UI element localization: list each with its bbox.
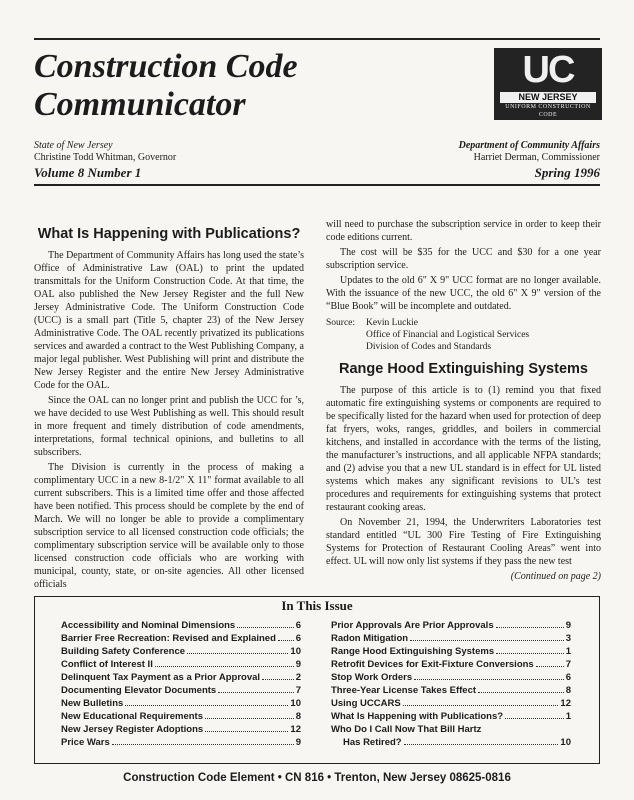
toc-entry-page: 10	[290, 698, 301, 709]
toc-leader	[410, 640, 564, 641]
footer-address: Construction Code Element • CN 816 • Trenton, New Jersey 08625-0816	[123, 772, 511, 784]
toc-entry-page: 8	[295, 711, 301, 722]
article1-paragraph: will need to purchase the subscription service in order to keep their code editions current.	[326, 219, 601, 243]
toc-entry-page: 10	[290, 646, 301, 657]
toc-entry[interactable]	[331, 658, 571, 671]
toc-entry[interactable]	[331, 619, 571, 632]
source-label: Source:	[326, 318, 356, 328]
department-block	[459, 140, 600, 164]
article1-paragraph: The Division is currently in the process of making a complimentary UCC in a new 8-1/2" X 11" format available to all current subscribers. This is a limited time offer and those affected have been notified. This process should be complete by the end of March. We will no longer be able to provide a complimentary subscription service to all licensed construction code officials; the complimentary subscription service will be available only to those licensed construction code officials who are working with municipal, county, state, or on-site agencies. All other licensed officials	[34, 462, 304, 590]
toc-leader	[536, 666, 564, 667]
toc-entry[interactable]	[61, 736, 301, 749]
toc-leader	[278, 640, 294, 641]
toc-entry[interactable]	[61, 697, 301, 710]
toc-entry-title: New Bulletins	[61, 698, 124, 709]
masthead-title-line1: Construction Code	[34, 48, 298, 85]
toc-leader	[205, 718, 294, 719]
toc-entry[interactable]	[61, 619, 301, 632]
toc-entry[interactable]	[331, 697, 571, 710]
toc-entry[interactable]	[61, 710, 301, 723]
toc-entry-page: 7	[295, 685, 301, 696]
toc-entry-page: 1	[565, 711, 571, 722]
toc-entry[interactable]	[331, 736, 571, 749]
toc-entry-title: Prior Approvals Are Prior Approvals	[331, 620, 494, 631]
toc-entry-title: Range Hood Extinguishing Systems	[331, 646, 495, 657]
toc-leader	[505, 718, 564, 719]
article2-paragraph: The purpose of this article is to (1) remind you that fixed automatic fire extinguishing systems or components are required to be specifically listed for the hazard when used for protection of deep fat fryers, woks, ranges, griddles, and boilers in commercial kitchens, and installed in accordance with the terms of the listing, the manufacturer’s instructions, and all applicable NFPA standards; and (2) advise you that a new UL standard is in effect for UL listed systems which makes any significant revisions to UL’s test procedures and requirements for extinguishing systems that protect restaurant cooking areas.	[326, 385, 601, 513]
toc-entry-page: 9	[295, 659, 301, 670]
in-this-issue-title: In This Issue	[281, 598, 353, 613]
toc-entry-title: Delinquent Tax Payment as a Prior Approval	[61, 672, 261, 683]
toc-entry-title: Price Wars	[61, 737, 110, 748]
source-division: Division of Codes and Standards	[366, 342, 492, 352]
toc-entry-title: Documenting Elevator Documents	[61, 685, 217, 696]
toc-leader	[218, 692, 294, 693]
toc-entry-title: New Educational Requirements	[61, 711, 204, 722]
masthead-title-line2: Communicator	[34, 86, 246, 123]
toc-entry[interactable]	[331, 723, 571, 736]
issue-season: Spring 1996	[534, 165, 600, 180]
toc-leader	[478, 692, 564, 693]
toc-leader	[125, 705, 288, 706]
toc-left-column	[61, 619, 301, 749]
article1-source	[326, 317, 601, 353]
source-name: Kevin Luckie	[366, 318, 418, 328]
department-name: Department of Community Affairs	[458, 140, 600, 151]
toc-entry-title: Using UCCARS	[331, 698, 401, 709]
logo-subtitle-line1: UNIFORM CONSTRUCTION	[505, 104, 591, 110]
article2-headline: Range Hood Extinguishing Systems	[339, 361, 588, 377]
toc-leader	[414, 679, 564, 680]
toc-leader	[262, 679, 294, 680]
article1-paragraph: The cost will be $35 for the UCC and $30 for a one year subscription service.	[326, 247, 601, 271]
toc-leader	[112, 744, 294, 745]
commissioner: Harriet Derman, Commissioner	[473, 152, 600, 163]
toc-entry[interactable]	[61, 671, 301, 684]
state-block	[34, 140, 176, 164]
toc-leader	[496, 653, 564, 654]
ucc-logo	[494, 48, 602, 120]
toc-entry[interactable]	[331, 671, 571, 684]
toc-right-column	[331, 619, 571, 749]
masthead-title	[34, 48, 474, 124]
article1-paragraph: Updates to the old 6" X 9" UCC format are no longer available. With the issuance of the new UCC, the old 6" X 9" version of the “Blue Book” will be incomplete and outdated.	[326, 275, 601, 312]
volume-number: Volume 8 Number 1	[34, 165, 142, 180]
toc-entry-title: Three-Year License Takes Effect	[331, 685, 477, 696]
toc-entry-title: Has Retired?	[343, 737, 402, 748]
state-name: State of New Jersey	[34, 140, 113, 151]
toc-entry[interactable]	[331, 645, 571, 658]
logo-subtitle-line2: CODE	[538, 112, 558, 118]
toc-entry-page: 6	[565, 672, 571, 683]
logo-mark: UC	[522, 49, 574, 91]
toc-leader	[403, 705, 559, 706]
toc-leader	[187, 653, 288, 654]
source-details	[366, 317, 529, 353]
toc-entry-page: 7	[565, 659, 571, 670]
toc-leader	[404, 744, 559, 745]
masthead-rule	[34, 184, 600, 186]
toc-entry-page: 9	[565, 620, 571, 631]
toc-leader	[205, 731, 288, 732]
article1-paragraph: The Department of Community Affairs has long used the state’s Office of Administrative Law (OAL) to print the updated transmittals for the Uniform Construction Code. At that time, the OAL also published the New Jersey Register and the full New Jersey Administrative Code. The Uniform Construction Code (UCC) is a small part (Title 5, chapter 23) of the New Jersey Administrative Code. The OAL recently privatized its publications services and awarded a contract to the West Publishing Company, a major legal publisher. West Publishing will print and distribute the New Jersey Register and the entire New Jersey Administrative Code for the OAL.	[34, 250, 304, 391]
toc-entry-page: 12	[290, 724, 301, 735]
logo-state: NEW JERSEY	[500, 92, 596, 103]
toc-entry-page: 6	[295, 620, 301, 631]
toc-entry[interactable]	[331, 632, 571, 645]
toc-entry[interactable]	[331, 710, 571, 723]
toc-entry-title: Accessibility and Nominal Dimensions	[61, 620, 236, 631]
toc-entry-page: 1	[565, 646, 571, 657]
article1-headline: What Is Happening with Publications?	[37, 226, 301, 242]
toc-entry-page: 2	[295, 672, 301, 683]
toc-entry[interactable]	[61, 645, 301, 658]
governor: Christine Todd Whitman, Governor	[34, 152, 177, 163]
toc-entry[interactable]	[331, 684, 571, 697]
toc-entry-title: New Jersey Register Adoptions	[61, 724, 204, 735]
toc-entry-title: Radon Mitigation	[331, 633, 409, 644]
toc-leader	[496, 627, 564, 628]
toc-entry[interactable]	[61, 632, 301, 645]
toc-entry[interactable]	[61, 658, 301, 671]
toc-entry-title: Stop Work Orders	[331, 672, 413, 683]
toc-entry-title: What Is Happening with Publications?	[331, 711, 504, 722]
toc-entry-page: 9	[295, 737, 301, 748]
toc-entry-title: Barrier Free Recreation: Revised and Explained	[61, 633, 276, 644]
toc-entry-page: 12	[560, 698, 571, 709]
source-office: Office of Financial and Logistical Services	[366, 330, 530, 340]
toc-entry[interactable]	[61, 684, 301, 697]
left-column	[34, 228, 304, 593]
toc-entry-page: 3	[565, 633, 571, 644]
toc-leader	[155, 666, 294, 667]
toc-entry-title: Who Do I Call Now That Bill Hartz	[331, 724, 482, 735]
toc-entry-page: 10	[560, 737, 571, 748]
toc-entry-title: Retrofit Devices for Exit-Fixture Conversions	[331, 659, 534, 670]
article1-paragraph: Since the OAL can no longer print and publish the UCC for ’s, we have decided to use West Publishing as well. This should result in more frequent and timely distribution of code amendments, interpretations, formal technical opinions, and bulletins to all subscribers.	[34, 395, 304, 458]
continued-note: (Continued on page 2)	[510, 571, 601, 582]
toc-entry[interactable]	[61, 723, 301, 736]
toc-entry-title: Building Safety Conference	[61, 646, 186, 657]
article2-paragraph: On November 21, 1994, the Underwriters Laboratories test standard entitled “UL 300 Fire Testing of Fire Extinguishing Systems for Protection of Restaurant Cooling Areas” went into effect. UL will now only list systems if they pass the new test	[326, 517, 601, 567]
in-this-issue-box	[34, 596, 600, 764]
toc-leader	[237, 627, 293, 628]
right-column	[326, 218, 601, 583]
toc-entry-title: Conflict of Interest II	[61, 659, 153, 670]
toc-entry-page: 6	[295, 633, 301, 644]
top-rule	[34, 38, 600, 40]
toc-entry-page: 8	[565, 685, 571, 696]
